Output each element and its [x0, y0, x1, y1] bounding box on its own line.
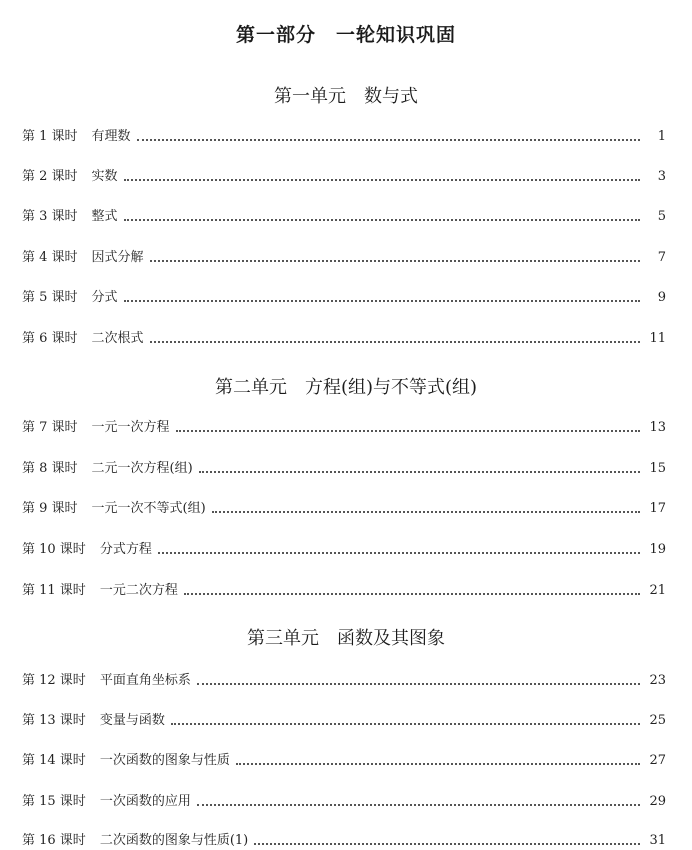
page-number: 15	[649, 461, 666, 476]
lesson-number: 第 14 课时	[22, 753, 86, 768]
toc-row[interactable]	[22, 460, 666, 478]
unit-title-3: 第三单元 函数及其图象	[247, 628, 445, 649]
toc-row[interactable]	[22, 289, 666, 307]
lesson-name: 二次函数的图象与性质(1)	[99, 833, 249, 848]
lesson-number: 第 2 课时	[22, 169, 78, 184]
toc-row[interactable]	[22, 541, 666, 559]
dot-leader	[254, 843, 640, 845]
toc-row[interactable]	[22, 752, 666, 770]
page-number: 21	[649, 583, 666, 598]
lesson-number: 第 10 课时	[22, 542, 86, 557]
lesson-number: 第 8 课时	[22, 461, 78, 476]
dot-leader	[158, 552, 640, 554]
lesson-number: 第 6 课时	[22, 331, 78, 346]
dot-leader	[124, 179, 640, 181]
lesson-name: 变量与函数	[99, 713, 165, 728]
lesson-number: 第 5 课时	[22, 290, 78, 305]
dot-leader	[197, 804, 640, 806]
lesson-number: 第 15 课时	[22, 794, 86, 809]
dot-leader	[184, 593, 640, 595]
lesson-number: 第 12 课时	[22, 673, 86, 688]
dot-leader	[124, 300, 640, 302]
lesson-name: 整式	[91, 209, 118, 224]
toc-row[interactable]	[22, 419, 666, 437]
page-number: 7	[657, 250, 666, 265]
page-number: 13	[649, 420, 666, 435]
lesson-name: 二元一次方程(组)	[91, 461, 193, 476]
lesson-name: 因式分解	[91, 250, 144, 265]
page-number: 29	[649, 794, 666, 809]
page-number: 17	[649, 501, 666, 516]
lesson-name: 一元一次方程	[91, 420, 170, 435]
lesson-number: 第 9 课时	[22, 501, 78, 516]
dot-leader	[150, 260, 640, 262]
dot-leader	[236, 763, 640, 765]
dot-leader	[124, 219, 640, 221]
page-number: 5	[657, 209, 666, 224]
dot-leader	[137, 139, 640, 141]
unit-title-1: 第一单元 数与式	[274, 86, 418, 107]
lesson-number: 第 11 课时	[22, 583, 86, 598]
toc-row[interactable]	[22, 582, 666, 600]
unit-title-2: 第二单元 方程(组)与不等式(组)	[214, 377, 478, 398]
lesson-number: 第 7 课时	[22, 420, 78, 435]
lesson-name: 平面直角坐标系	[99, 673, 191, 688]
dot-leader	[197, 683, 640, 685]
toc-row[interactable]	[22, 208, 666, 226]
lesson-name: 实数	[91, 169, 118, 184]
dot-leader	[171, 723, 640, 725]
toc-row[interactable]	[22, 168, 666, 186]
lesson-name: 二次根式	[91, 331, 144, 346]
toc-row[interactable]	[22, 500, 666, 518]
dot-leader	[199, 471, 640, 473]
lesson-number: 第 3 课时	[22, 209, 78, 224]
toc-row[interactable]	[22, 330, 666, 348]
lesson-name: 有理数	[91, 129, 131, 144]
page-number: 27	[649, 753, 666, 768]
lesson-name: 分式	[91, 290, 118, 305]
lesson-number: 第 1 课时	[22, 129, 78, 144]
page-number: 23	[649, 673, 666, 688]
lesson-number: 第 16 课时	[22, 833, 86, 848]
part-title: 第一部分 一轮知识巩固	[235, 24, 456, 46]
page-number: 31	[649, 833, 666, 848]
page-number: 1	[657, 129, 666, 144]
toc-row[interactable]	[22, 712, 666, 730]
toc-row[interactable]	[22, 793, 666, 811]
toc-row[interactable]	[22, 672, 666, 690]
dot-leader	[150, 341, 640, 343]
lesson-name: 一次函数的应用	[99, 794, 191, 809]
lesson-name: 一元二次方程	[99, 583, 178, 598]
page-number: 19	[649, 542, 666, 557]
page-number: 9	[657, 290, 666, 305]
lesson-number: 第 13 课时	[22, 713, 86, 728]
lesson-number: 第 4 课时	[22, 250, 78, 265]
toc-row[interactable]	[22, 249, 666, 267]
page-number: 11	[649, 331, 666, 346]
page-number: 3	[657, 169, 666, 184]
dot-leader	[212, 511, 640, 513]
lesson-name: 一次函数的图象与性质	[99, 753, 230, 768]
lesson-name: 分式方程	[99, 542, 152, 557]
lesson-name: 一元一次不等式(组)	[91, 501, 206, 516]
toc-row[interactable]	[22, 128, 666, 146]
toc-row[interactable]	[22, 832, 666, 850]
page-number: 25	[649, 713, 666, 728]
dot-leader	[176, 430, 640, 432]
